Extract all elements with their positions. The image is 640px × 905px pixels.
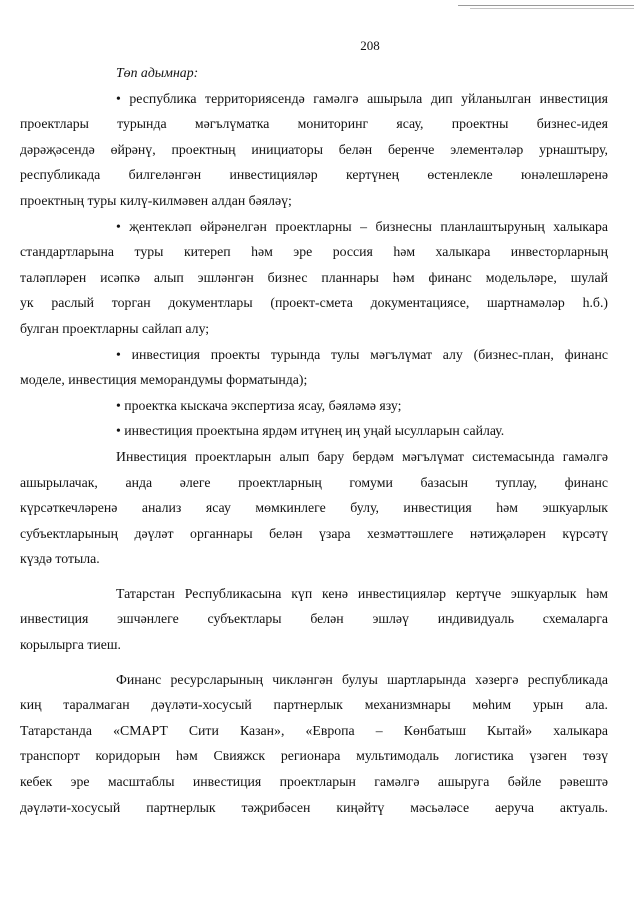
text-line: стандартларына туры китереп һәм эре россия һәм халыкара инвесторларның [20, 244, 608, 260]
text-line: транспорт коридорын һәм Свияжск регионара мультимодаль логистика үзәген төзү [20, 748, 608, 764]
paragraph [20, 214, 608, 342]
paragraph [116, 393, 608, 419]
text-line: корылырга тиеш. [20, 637, 121, 653]
text-line: • инвестиция проекты турында тулы мәгълүмат алу (бизнес-план, финанс [116, 346, 608, 362]
text-line: Татарстан Республикасына күп кенә инвестицияләр кертүче эшкуарлык һәм [116, 585, 608, 601]
text-line: күздә тотыла. [20, 551, 100, 567]
text-line: • республика территориясендә гамәлгә ашырыла дип уйланылган инвестиция [116, 90, 608, 106]
text-line: инвестиция эшчәнлеге субъектлары белән эшләү индивидуаль схемаларга [20, 611, 608, 627]
paragraph [116, 418, 608, 444]
text-line: кебек эре масштаблы инвестиция проектларын гамәлгә ашыруга бәйле рәвештә [20, 774, 608, 790]
text-line: республикада билгеләнгән инвестицияләр кертүнең өстенлекле юнәлешләренә [20, 167, 608, 183]
text-line: киң таралмаган дәүләти-хосусый партнерлык механизмнары мөһим урын ала. [20, 697, 608, 713]
paragraph [20, 444, 608, 572]
text-line: Финанс ресурсларының чикләнгән булуы шартларында хәзергә республикада [116, 671, 608, 687]
paragraph [20, 581, 608, 658]
text-line: проектның туры килү-килмәвен алдан бәяләү; [20, 192, 292, 208]
page-number: 208 [360, 38, 380, 53]
text-line: моделе, инвестиция меморандумы форматында); [20, 372, 308, 388]
top-rule [458, 5, 634, 6]
text-line: • проектка кыскача экспертиза ясау, бәяләмә язу; [116, 397, 402, 413]
text-line: ашырылачак, анда әлеге проектларның гомуми базасын туплау, финанс [20, 474, 608, 490]
text-line: Инвестиция проектларын алып бару бердәм мәгълүмат системасында гамәлгә [116, 448, 608, 464]
text-line: булган проектларны сайлап алу; [20, 320, 210, 336]
text-line: дәүләти-хосусый партнерлык тәҗрибәсен киңәйтү мәсьәләсе аеруча актуаль. [20, 799, 608, 815]
paragraph [20, 86, 608, 214]
text-line: Татарстанда «СМАРТ Сити Казан», «Европа – Көнбатыш Кытай» халыкара [20, 722, 608, 738]
text-line: таләпләрен исәпкә алып эшләнгән бизнес планнары һәм финанс модельләре, шулай [20, 269, 608, 285]
text-line: ук раслый торган документлары (проект-смета документациясе, шартнамәләр һ.б.) [20, 295, 608, 311]
top-rule-secondary [470, 8, 634, 9]
text-line: проектлары турында мәгълүматка мониторинг ясау, проектны бизнес-идея [20, 116, 608, 132]
text-line: субъектларының дәүләт органнары белән үзара хезмәттәшлеге нәтиҗәләрен күрсәтү [20, 525, 608, 541]
text-line: дәрәҗәсендә өйрәнү, проектның инициаторы белән беренче элементәләр урнаштыру, [20, 141, 608, 157]
text-line: • инвестиция проектына ярдәм итүнең иң уңай ысулларын сайлау. [116, 423, 505, 439]
paragraph [20, 342, 608, 393]
section-heading: Төп адымнар: [116, 65, 199, 80]
document-body [20, 60, 608, 820]
text-line: күрсәткечләренә анализ ясау мөмкинлеге булу, инвестиция һәм эшкуарлык [20, 500, 608, 516]
text-line: • җентекләп өйрәнелгән проектларны – бизнесны планлаштыруның халыкара [116, 218, 608, 234]
paragraph [20, 667, 608, 821]
